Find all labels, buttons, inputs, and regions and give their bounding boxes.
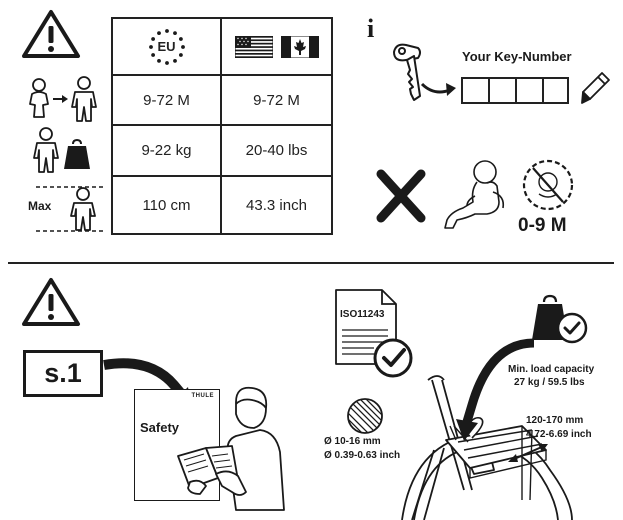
infant-to-child-icon: [26, 75, 102, 123]
key-number-label: Your Key-Number: [462, 49, 572, 64]
person-reading-icon: [176, 382, 286, 512]
tube-diameter-icon: [345, 396, 385, 436]
max-height-label: Max: [28, 199, 52, 213]
canada-flag-icon: [281, 36, 319, 58]
max-height-dashed-bottom: [36, 229, 106, 233]
prohibited-x-icon: [373, 168, 429, 224]
booklet-title: Safety: [140, 420, 180, 435]
carrier-width-inch: 4.72-6.69 inch: [526, 429, 592, 440]
iso-label: ISO11243: [340, 309, 385, 320]
infant-lying-icon: [441, 156, 511, 232]
key-number-box-divider: [542, 79, 544, 102]
carrier-width-mm: 120-170 mm: [526, 415, 584, 426]
carrier-width-arrow: [506, 440, 550, 466]
key-number-box-divider: [488, 79, 490, 102]
warning-triangle-icon: [20, 276, 82, 328]
tube-diameter-inch: Ø 0.39-0.63 inch: [324, 450, 401, 461]
load-capacity-label: Min. load capacity: [508, 364, 595, 375]
section-divider: [8, 262, 614, 264]
no-infant-age-label: 0-9 M: [518, 215, 567, 236]
us-flag-icon: [235, 36, 273, 58]
brand-label: THULE: [191, 393, 214, 399]
eu-label: EU: [157, 39, 176, 54]
load-capacity-value: 27 kg / 59.5 lbs: [514, 377, 585, 388]
height-metric-cell: 110 cm: [142, 196, 191, 214]
weight-imperial-cell: 20-40 lbs: [245, 142, 308, 159]
weight-metric-cell: 9-22 kg: [141, 142, 192, 159]
age-imperial-cell: 9-72 M: [253, 91, 300, 109]
pen-icon: [578, 70, 612, 106]
us-canada-header-cell: [222, 19, 331, 74]
tube-diameter-mm: Ø 10-16 mm: [324, 436, 381, 447]
child-weight-icon: [33, 126, 95, 174]
key-number-box-divider: [515, 79, 517, 102]
child-height-icon: [70, 186, 96, 232]
step-reference-box: [23, 350, 103, 397]
age-metric-cell: 9-72 M: [143, 91, 190, 109]
key-number-boxes: [461, 77, 569, 104]
height-imperial-cell: 43.3 inch: [246, 196, 307, 214]
eu-header-cell: [113, 19, 220, 74]
key-icon: [388, 40, 468, 110]
weight-check-icon: [532, 292, 588, 348]
step-label: s.1: [44, 358, 82, 388]
no-infant-icon: [521, 158, 575, 212]
info-icon: i: [367, 14, 375, 43]
size-spec-table: [111, 17, 333, 235]
warning-triangle-icon: [20, 8, 82, 60]
